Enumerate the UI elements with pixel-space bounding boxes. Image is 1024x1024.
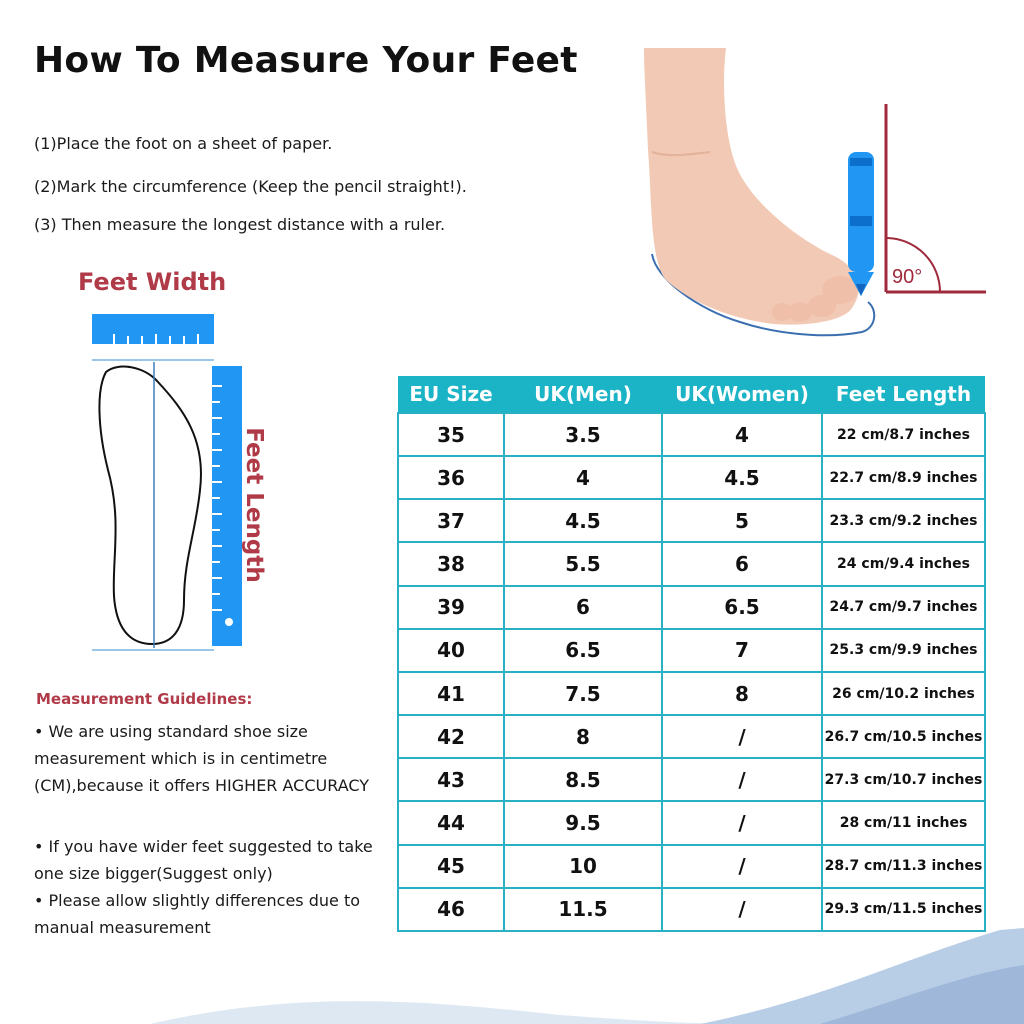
cell-uk-men: 4.5 [504, 499, 662, 542]
table-row [398, 888, 985, 931]
foot-pencil-illustration [630, 40, 1000, 350]
cell-uk-women: 6 [662, 542, 822, 585]
cell-uk-men: 10 [504, 845, 662, 888]
cell-feet-length: 23.3 cm/9.2 inches [822, 499, 985, 542]
table-row [398, 456, 985, 499]
cell-eu-size: 46 [398, 888, 504, 931]
cell-uk-women: / [662, 801, 822, 844]
cell-eu-size: 37 [398, 499, 504, 542]
cell-eu-size: 35 [398, 413, 504, 456]
cell-uk-men: 5.5 [504, 542, 662, 585]
cell-uk-men: 4 [504, 456, 662, 499]
guidelines-title: Measurement Guidelines: [36, 690, 253, 708]
cell-feet-length: 26.7 cm/10.5 inches [822, 715, 985, 758]
cell-uk-women: 6.5 [662, 586, 822, 629]
feet-length-label [234, 420, 274, 590]
cell-feet-length: 24 cm/9.4 inches [822, 542, 985, 585]
column-header-feet-length: Feet Length [822, 376, 985, 413]
table-row [398, 715, 985, 758]
cell-eu-size: 40 [398, 629, 504, 672]
cell-uk-women: / [662, 888, 822, 931]
table-row [398, 499, 985, 542]
feet-width-label: Feet Width [78, 268, 227, 296]
table-row [398, 801, 985, 844]
cell-uk-men: 9.5 [504, 801, 662, 844]
column-header-uk-women: UK(Women) [662, 376, 822, 413]
step-1: (1)Place the foot on a sheet of paper. [34, 134, 333, 153]
size-chart-table [397, 376, 986, 932]
cell-eu-size: 36 [398, 456, 504, 499]
cell-uk-women: 8 [662, 672, 822, 715]
cell-feet-length: 25.3 cm/9.9 inches [822, 629, 985, 672]
cell-uk-men: 11.5 [504, 888, 662, 931]
cell-uk-men: 6.5 [504, 629, 662, 672]
step-2: (2)Mark the circumference (Keep the pencil straight!). [34, 177, 467, 196]
page-title: How To Measure Your Feet [34, 40, 578, 81]
right-angle-icon [886, 104, 986, 292]
cell-uk-women: / [662, 845, 822, 888]
table-header-row [398, 376, 985, 413]
cell-uk-men: 7.5 [504, 672, 662, 715]
cell-uk-women: 4 [662, 413, 822, 456]
cell-uk-women: 7 [662, 629, 822, 672]
cell-eu-size: 43 [398, 758, 504, 801]
pencil-icon [848, 152, 874, 296]
cell-eu-size: 38 [398, 542, 504, 585]
column-header-eu-size: EU Size [398, 376, 504, 413]
cell-uk-women: / [662, 758, 822, 801]
cell-feet-length: 26 cm/10.2 inches [822, 672, 985, 715]
cell-feet-length: 28 cm/11 inches [822, 801, 985, 844]
cell-uk-women: 4.5 [662, 456, 822, 499]
guideline-item: • We are using standard shoe size measurement which is in centimetre (CM),because it offers HIGHER ACCURACY [34, 722, 370, 795]
table-row [398, 629, 985, 672]
table-row [398, 586, 985, 629]
cell-eu-size: 39 [398, 586, 504, 629]
table-row [398, 845, 985, 888]
cell-feet-length: 24.7 cm/9.7 inches [822, 586, 985, 629]
cell-feet-length: 28.7 cm/11.3 inches [822, 845, 985, 888]
guideline-item: • If you have wider feet suggested to take one size bigger(Suggest only) [34, 837, 373, 883]
cell-uk-women: 5 [662, 499, 822, 542]
cell-eu-size: 42 [398, 715, 504, 758]
cell-uk-men: 8 [504, 715, 662, 758]
column-header-uk-men: UK(Men) [504, 376, 662, 413]
foot-outline-icon [99, 367, 201, 644]
angle-label: 90° [892, 266, 923, 288]
cell-uk-men: 6 [504, 586, 662, 629]
feet-length-label-text: Feet Length [241, 427, 267, 583]
cell-feet-length: 22 cm/8.7 inches [822, 413, 985, 456]
cell-eu-size: 44 [398, 801, 504, 844]
cell-feet-length: 27.3 cm/10.7 inches [822, 758, 985, 801]
cell-feet-length: 29.3 cm/11.5 inches [822, 888, 985, 931]
width-ruler-icon [92, 314, 214, 344]
cell-eu-size: 41 [398, 672, 504, 715]
table-row [398, 672, 985, 715]
foot-ruler-diagram [88, 310, 248, 656]
cell-eu-size: 45 [398, 845, 504, 888]
table-body [398, 413, 985, 931]
table-row [398, 413, 985, 456]
cell-uk-men: 8.5 [504, 758, 662, 801]
step-3: (3) Then measure the longest distance with a ruler. [34, 215, 446, 234]
table-row [398, 542, 985, 585]
cell-uk-men: 3.5 [504, 413, 662, 456]
table-row [398, 758, 985, 801]
cell-feet-length: 22.7 cm/8.9 inches [822, 456, 985, 499]
guideline-item: • Please allow slightly differences due to manual measurement [34, 891, 361, 937]
cell-uk-women: / [662, 715, 822, 758]
